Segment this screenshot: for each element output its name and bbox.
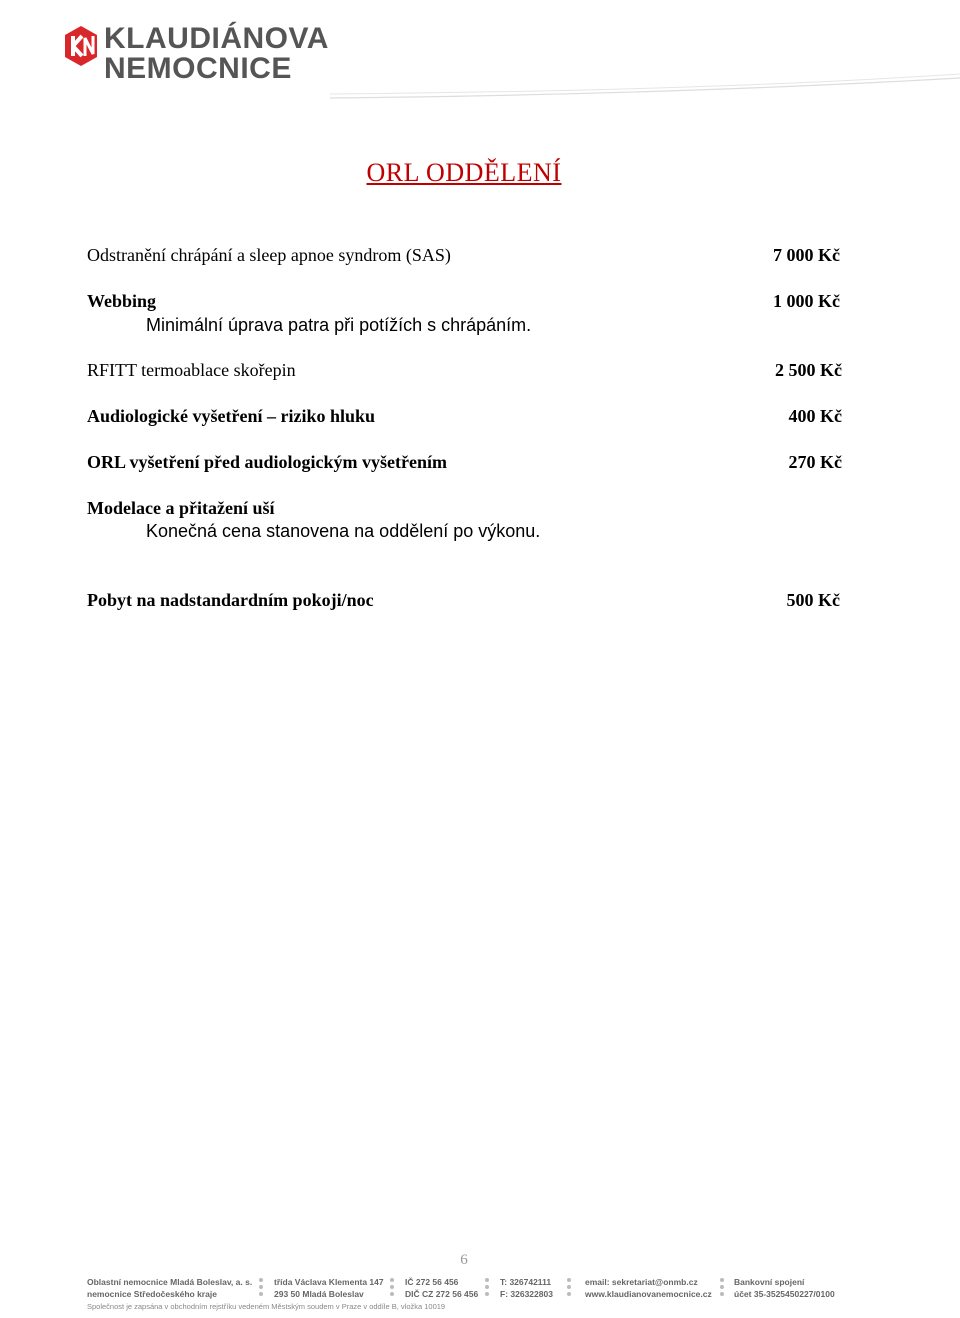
item-name: RFITT termoablace skořepin <box>87 360 296 380</box>
item-name: Audiologické vyšetření – riziko hluku <box>87 406 376 426</box>
item-name: ORL vyšetření před audiologickým vyšetřením <box>87 452 447 472</box>
item-price: 7 000 Kč <box>773 245 840 265</box>
hospital-logo <box>62 24 329 84</box>
footer-company-sub: nemocnice Středočeského kraje <box>87 1289 217 1299</box>
item-price: 500 Kč <box>786 590 840 610</box>
page-title: ORL ODDĚLENÍ <box>366 158 562 187</box>
footer-company: Oblastní nemocnice Mladá Boleslav, a. s. <box>87 1277 253 1287</box>
footer-registry-note: Společnost je zapsána v obchodním rejstříku vedeném Městským soudem v Praze v oddíle B, vložka 10019 <box>87 1302 446 1311</box>
item-price: 1 000 Kč <box>773 291 840 311</box>
footer-bank-label: Bankovní spojení <box>734 1277 805 1287</box>
item-description: Minimální úprava patra při potížích s chrápáním. <box>146 315 532 335</box>
footer-dic: DIČ CZ 272 56 456 <box>405 1289 479 1299</box>
footer-street: třída Václava Klementa 147 <box>274 1277 384 1287</box>
footer-city: 293 50 Mladá Boleslav <box>274 1289 364 1299</box>
item-price: 2 500 Kč <box>775 360 842 380</box>
page-number: 6 <box>460 1252 468 1268</box>
footer-email: email: sekretariat@onmb.cz <box>585 1277 698 1287</box>
logo-line-2: NEMOCNICE <box>104 52 292 85</box>
logo-mark-icon <box>62 24 100 68</box>
footer-ic: IČ 272 56 456 <box>405 1277 459 1287</box>
footer-bank-account: účet 35-3525450227/0100 <box>734 1289 835 1299</box>
item-name: Pobyt na nadstandardním pokoji/noc <box>87 590 374 610</box>
item-name: Modelace a přitažení uší <box>87 498 275 518</box>
header-decoration <box>330 70 960 100</box>
footer-web: www.klaudianovanemocnice.cz <box>585 1289 712 1299</box>
item-description: Konečná cena stanovena na oddělení po výkonu. <box>146 521 541 541</box>
item-price: 270 Kč <box>788 452 842 472</box>
item-name: Webbing <box>87 291 157 311</box>
logo-line-1: KLAUDIÁNOVA <box>104 22 329 55</box>
footer-separator <box>567 1278 571 1299</box>
footer-separator <box>259 1278 263 1299</box>
footer-phone: T: 326742111 <box>500 1277 552 1287</box>
page-footer <box>87 1276 947 1316</box>
item-price: 400 Kč <box>788 406 842 426</box>
footer-separator <box>720 1278 724 1299</box>
footer-fax: F: 326322803 <box>500 1289 553 1299</box>
footer-separator <box>485 1278 489 1299</box>
footer-separator <box>390 1278 394 1299</box>
item-name: Odstranění chrápání a sleep apnoe syndrom (SAS) <box>87 245 451 265</box>
